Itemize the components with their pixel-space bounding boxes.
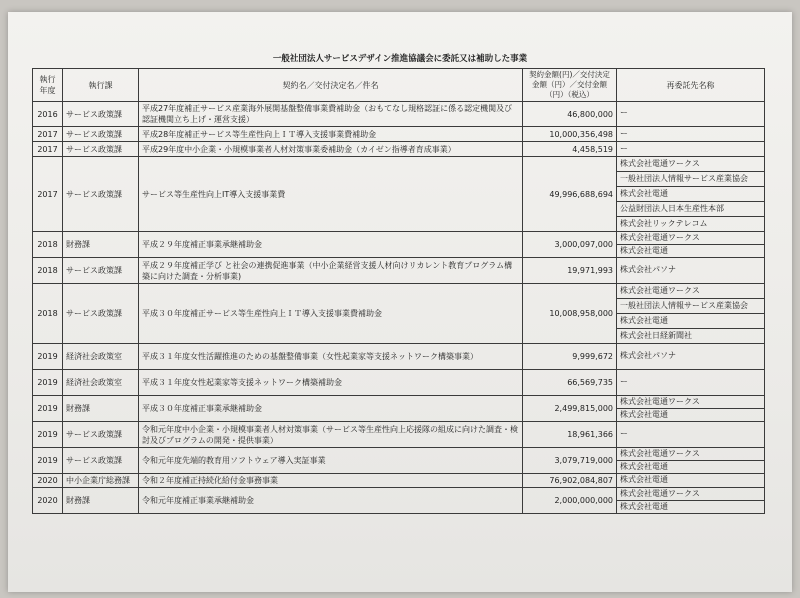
cell-year: 2017 [33, 142, 63, 157]
cell-amount: 2,000,000,000 [523, 488, 617, 514]
cell-year: 2019 [33, 448, 63, 474]
cell-year: 2016 [33, 102, 63, 127]
cell-division: サービス政策課 [63, 422, 139, 448]
table-row [33, 258, 765, 284]
cell-subcontractors [617, 102, 765, 127]
cell-year: 2020 [33, 488, 63, 514]
cell-division: サービス政策課 [63, 448, 139, 474]
cell-amount: 9,999,672 [523, 344, 617, 370]
subcontractor-name: 株式会社電通ワークス [617, 284, 764, 299]
subcontractor-name: 株式会社電通 [617, 314, 764, 329]
cell-amount: 4,458,519 [523, 142, 617, 157]
table-header-row [33, 69, 765, 102]
cell-division: 経済社会政策室 [63, 344, 139, 370]
cell-subcontractors [617, 157, 765, 232]
cell-contract: サービス等生産性向上IT導入支援事業費 [139, 157, 523, 232]
table-row [33, 142, 765, 157]
cell-amount: 66,569,735 [523, 370, 617, 396]
cell-year: 2020 [33, 474, 63, 488]
cell-division: 経済社会政策室 [63, 370, 139, 396]
cell-division: 財務課 [63, 396, 139, 422]
cell-subcontractors [617, 370, 765, 396]
subcontractor-name: 株式会社リックテレコム [620, 219, 708, 228]
table-row [33, 157, 765, 232]
cell-year: 2019 [33, 396, 63, 422]
cell-contract: 平成２９年度補正事業承継補助金 [139, 232, 523, 258]
table-row [33, 127, 765, 142]
cell-subcontractors [617, 422, 765, 448]
subcontractor-name: 株式会社電通 [620, 462, 668, 471]
cell-subcontractors [617, 488, 765, 514]
cell-subcontractors [617, 396, 765, 422]
cell-subcontractors [617, 344, 765, 370]
cell-contract: 平成３０年度補正事業承継補助金 [139, 396, 523, 422]
cell-contract: 平成29年度中小企業・小規模事業者人材対策事業委補助金（カイゼン指導者育成事業） [139, 142, 523, 157]
subcontractor-name: 公益財団法人日本生産性本部 [617, 202, 764, 217]
cell-contract: 令和元年度中小企業・小規模事業者人材対策事業（サービス等生産性向上応援隊の組成に向けた調査・検討及びプログラムの開発・提供事業） [139, 422, 523, 448]
table-row [33, 474, 765, 488]
cell-subcontractors [617, 448, 765, 474]
subcontractor-name: 株式会社電通ワークス [617, 448, 764, 461]
table-row [33, 422, 765, 448]
subcontractor-name: 株式会社電通 [620, 502, 668, 511]
header-year: 執行 年度 [33, 69, 63, 102]
cell-year: 2019 [33, 370, 63, 396]
cell-division: 財務課 [63, 232, 139, 258]
cell-year: 2018 [33, 258, 63, 284]
table-row [33, 344, 765, 370]
subcontractor-name: 株式会社電通ワークス [617, 488, 764, 501]
table-row [33, 396, 765, 422]
subcontractor-name: 株式会社パソナ [620, 351, 676, 360]
cell-subcontractors [617, 142, 765, 157]
cell-amount: 2,499,815,000 [523, 396, 617, 422]
subcontractor-name: ー [620, 144, 628, 153]
cell-subcontractors [617, 258, 765, 284]
cell-year: 2017 [33, 127, 63, 142]
cell-amount: 18,961,366 [523, 422, 617, 448]
table-row [33, 102, 765, 127]
document-page [8, 12, 792, 592]
cell-amount: 10,000,356,498 [523, 127, 617, 142]
subcontractor-name: 株式会社電通ワークス [617, 157, 764, 172]
subcontractor-name: 一般社団法人情報サービス産業協会 [617, 172, 764, 187]
cell-division: サービス政策課 [63, 142, 139, 157]
header-contract: 契約名／交付決定名／件名 [139, 69, 523, 102]
cell-subcontractors [617, 474, 765, 488]
cell-contract: 平成28年度補正サービス等生産性向上ＩＴ導入支援事業費補助金 [139, 127, 523, 142]
header-amount: 契約金額(円)／交付決定金額（円）／交付金額（円）（税込） [523, 69, 617, 102]
cell-contract: 平成３１年度女性起業家等支援ネットワーク構築補助金 [139, 370, 523, 396]
cell-contract: 平成３１年度女性活躍推進のための基盤整備事業（女性起業家等支援ネットワーク構築事業） [139, 344, 523, 370]
cell-amount: 76,902,084,807 [523, 474, 617, 488]
cell-year: 2019 [33, 344, 63, 370]
subcontractor-name: ー [620, 129, 628, 138]
cell-division: サービス政策課 [63, 284, 139, 344]
cell-year: 2019 [33, 422, 63, 448]
subcontractor-name: 株式会社電通 [617, 187, 764, 202]
cell-subcontractors [617, 127, 765, 142]
cell-subcontractors [617, 232, 765, 258]
table-row [33, 284, 765, 344]
cell-amount: 46,800,000 [523, 102, 617, 127]
table-row [33, 232, 765, 258]
document-title: 一般社団法人サービスデザイン推進協議会に委託又は補助した事業 [272, 54, 528, 64]
subcontractor-name: 株式会社パソナ [620, 265, 676, 274]
subcontractor-name: 株式会社電通 [620, 475, 668, 484]
cell-year: 2018 [33, 232, 63, 258]
cell-amount: 3,000,097,000 [523, 232, 617, 258]
subcontractor-name: 一般社団法人情報サービス産業協会 [617, 299, 764, 314]
subcontractor-name: 株式会社電通 [620, 410, 668, 419]
cell-amount: 3,079,719,000 [523, 448, 617, 474]
subcontractor-name: 株式会社電通 [620, 246, 668, 255]
cell-division: サービス政策課 [63, 102, 139, 127]
cell-contract: 令和元年度補正事業承継補助金 [139, 488, 523, 514]
cell-division: 財務課 [63, 488, 139, 514]
cell-contract: 平成３０年度補正サービス等生産性向上ＩＴ導入支援事業費補助金 [139, 284, 523, 344]
subcontractor-name: 株式会社電通ワークス [617, 232, 764, 245]
table-row [33, 488, 765, 514]
cell-contract: 平成２９年度補正学び と社会の連携促進事業（中小企業経営支援人材向けリカレント教育プログラム構築に向けた調査・分析事業) [139, 258, 523, 284]
cell-division: 中小企業庁総務課 [63, 474, 139, 488]
cell-year: 2018 [33, 284, 63, 344]
contracts-table [32, 68, 765, 514]
subcontractor-name: ー [620, 429, 628, 438]
subcontractor-name: ー [620, 108, 628, 117]
cell-division: サービス政策課 [63, 157, 139, 232]
cell-contract: 平成27年度補正サービス産業海外展開基盤整備事業費補助金（おもてなし規格認証に係る認定機関及び認証機関立ち上げ・運営支援） [139, 102, 523, 127]
cell-subcontractors [617, 284, 765, 344]
cell-year: 2017 [33, 157, 63, 232]
cell-amount: 10,008,958,000 [523, 284, 617, 344]
header-subcontractor: 再委託先名称 [617, 69, 765, 102]
cell-division: サービス政策課 [63, 127, 139, 142]
cell-contract: 令和２年度補正持続化給付金事務事業 [139, 474, 523, 488]
table-row [33, 370, 765, 396]
table-row [33, 448, 765, 474]
cell-contract: 令和元年度先端的教育用ソフトウェア導入実証事業 [139, 448, 523, 474]
cell-division: サービス政策課 [63, 258, 139, 284]
cell-amount: 19,971,993 [523, 258, 617, 284]
subcontractor-name: ー [620, 377, 628, 386]
subcontractor-name: 株式会社日経新聞社 [620, 331, 692, 340]
subcontractor-name: 株式会社電通ワークス [617, 396, 764, 409]
header-division: 執行課 [63, 69, 139, 102]
cell-amount: 49,996,688,694 [523, 157, 617, 232]
